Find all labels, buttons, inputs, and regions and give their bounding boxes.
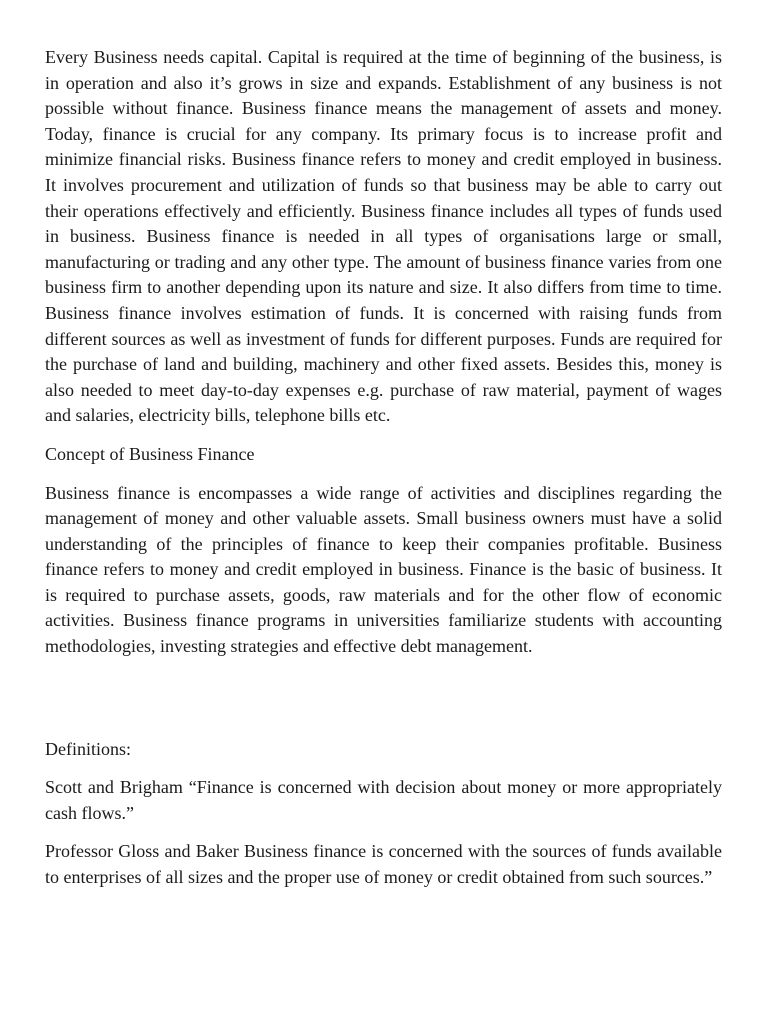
- spacer: [45, 429, 722, 442]
- blank-space: [45, 660, 722, 737]
- concept-heading: Concept of Business Finance: [45, 443, 255, 464]
- spacer: [45, 826, 722, 839]
- spacer: [45, 468, 722, 481]
- definitions-heading: Definitions:: [45, 738, 131, 759]
- spacer: [45, 762, 722, 775]
- definition-gloss-baker: Professor Gloss and Baker Business finance is concerned with the sources of funds available to enterprises of all sizes and the proper use of money or credit obtained from such sources.”: [45, 841, 722, 888]
- definition-scott-brigham: Scott and Brigham “Finance is concerned with decision about money or more appropriately cash flows.”: [45, 777, 722, 823]
- intro-paragraph: Every Business needs capital. Capital is required at the time of beginning of the business, is in operation and also it’s grows in size and expands. Establishment of any business is not possible without finance. Business finance means the management of assets and money. Today, finance is crucial for any company. Its primary focus is to increase profit and minimize financial risks. Business finance refers to money and credit employed in business. It involves procurement and utilization of funds so that business may be able to carry out their operations effectively and efficiently. Business finance includes all types of funds used in business. Business finance is needed in all types of organisations large or small, manufacturing or trading and any other type. The amount of business finance varies from one business firm to another depending upon its nature and size. It also differs from time to time. Business finance involves estimation of funds. It is concerned with raising funds from different sources as well as investment of funds for different purposes. Funds are required for the purchase of land and building, machinery and other fixed assets. Besides this, money is also needed to meet day-to-day expenses e.g. purchase of raw material, payment of wages and salaries, electricity bills, telephone bills etc.: [45, 47, 722, 426]
- concept-paragraph: Business finance is encompasses a wide range of activities and disciplines regarding the management of money and other valuable assets. Small business owners must have a solid understanding of the principles of finance to keep their companies profitable. Business finance refers to money and credit employed in business. Finance is the basic of business. It is required to purchase assets, goods, raw materials and for the other flow of economic activities. Business finance programs in universities familiarize students with accounting methodologies, investing strategies and effective debt management.: [45, 482, 722, 657]
- document-page: [45, 45, 722, 891]
